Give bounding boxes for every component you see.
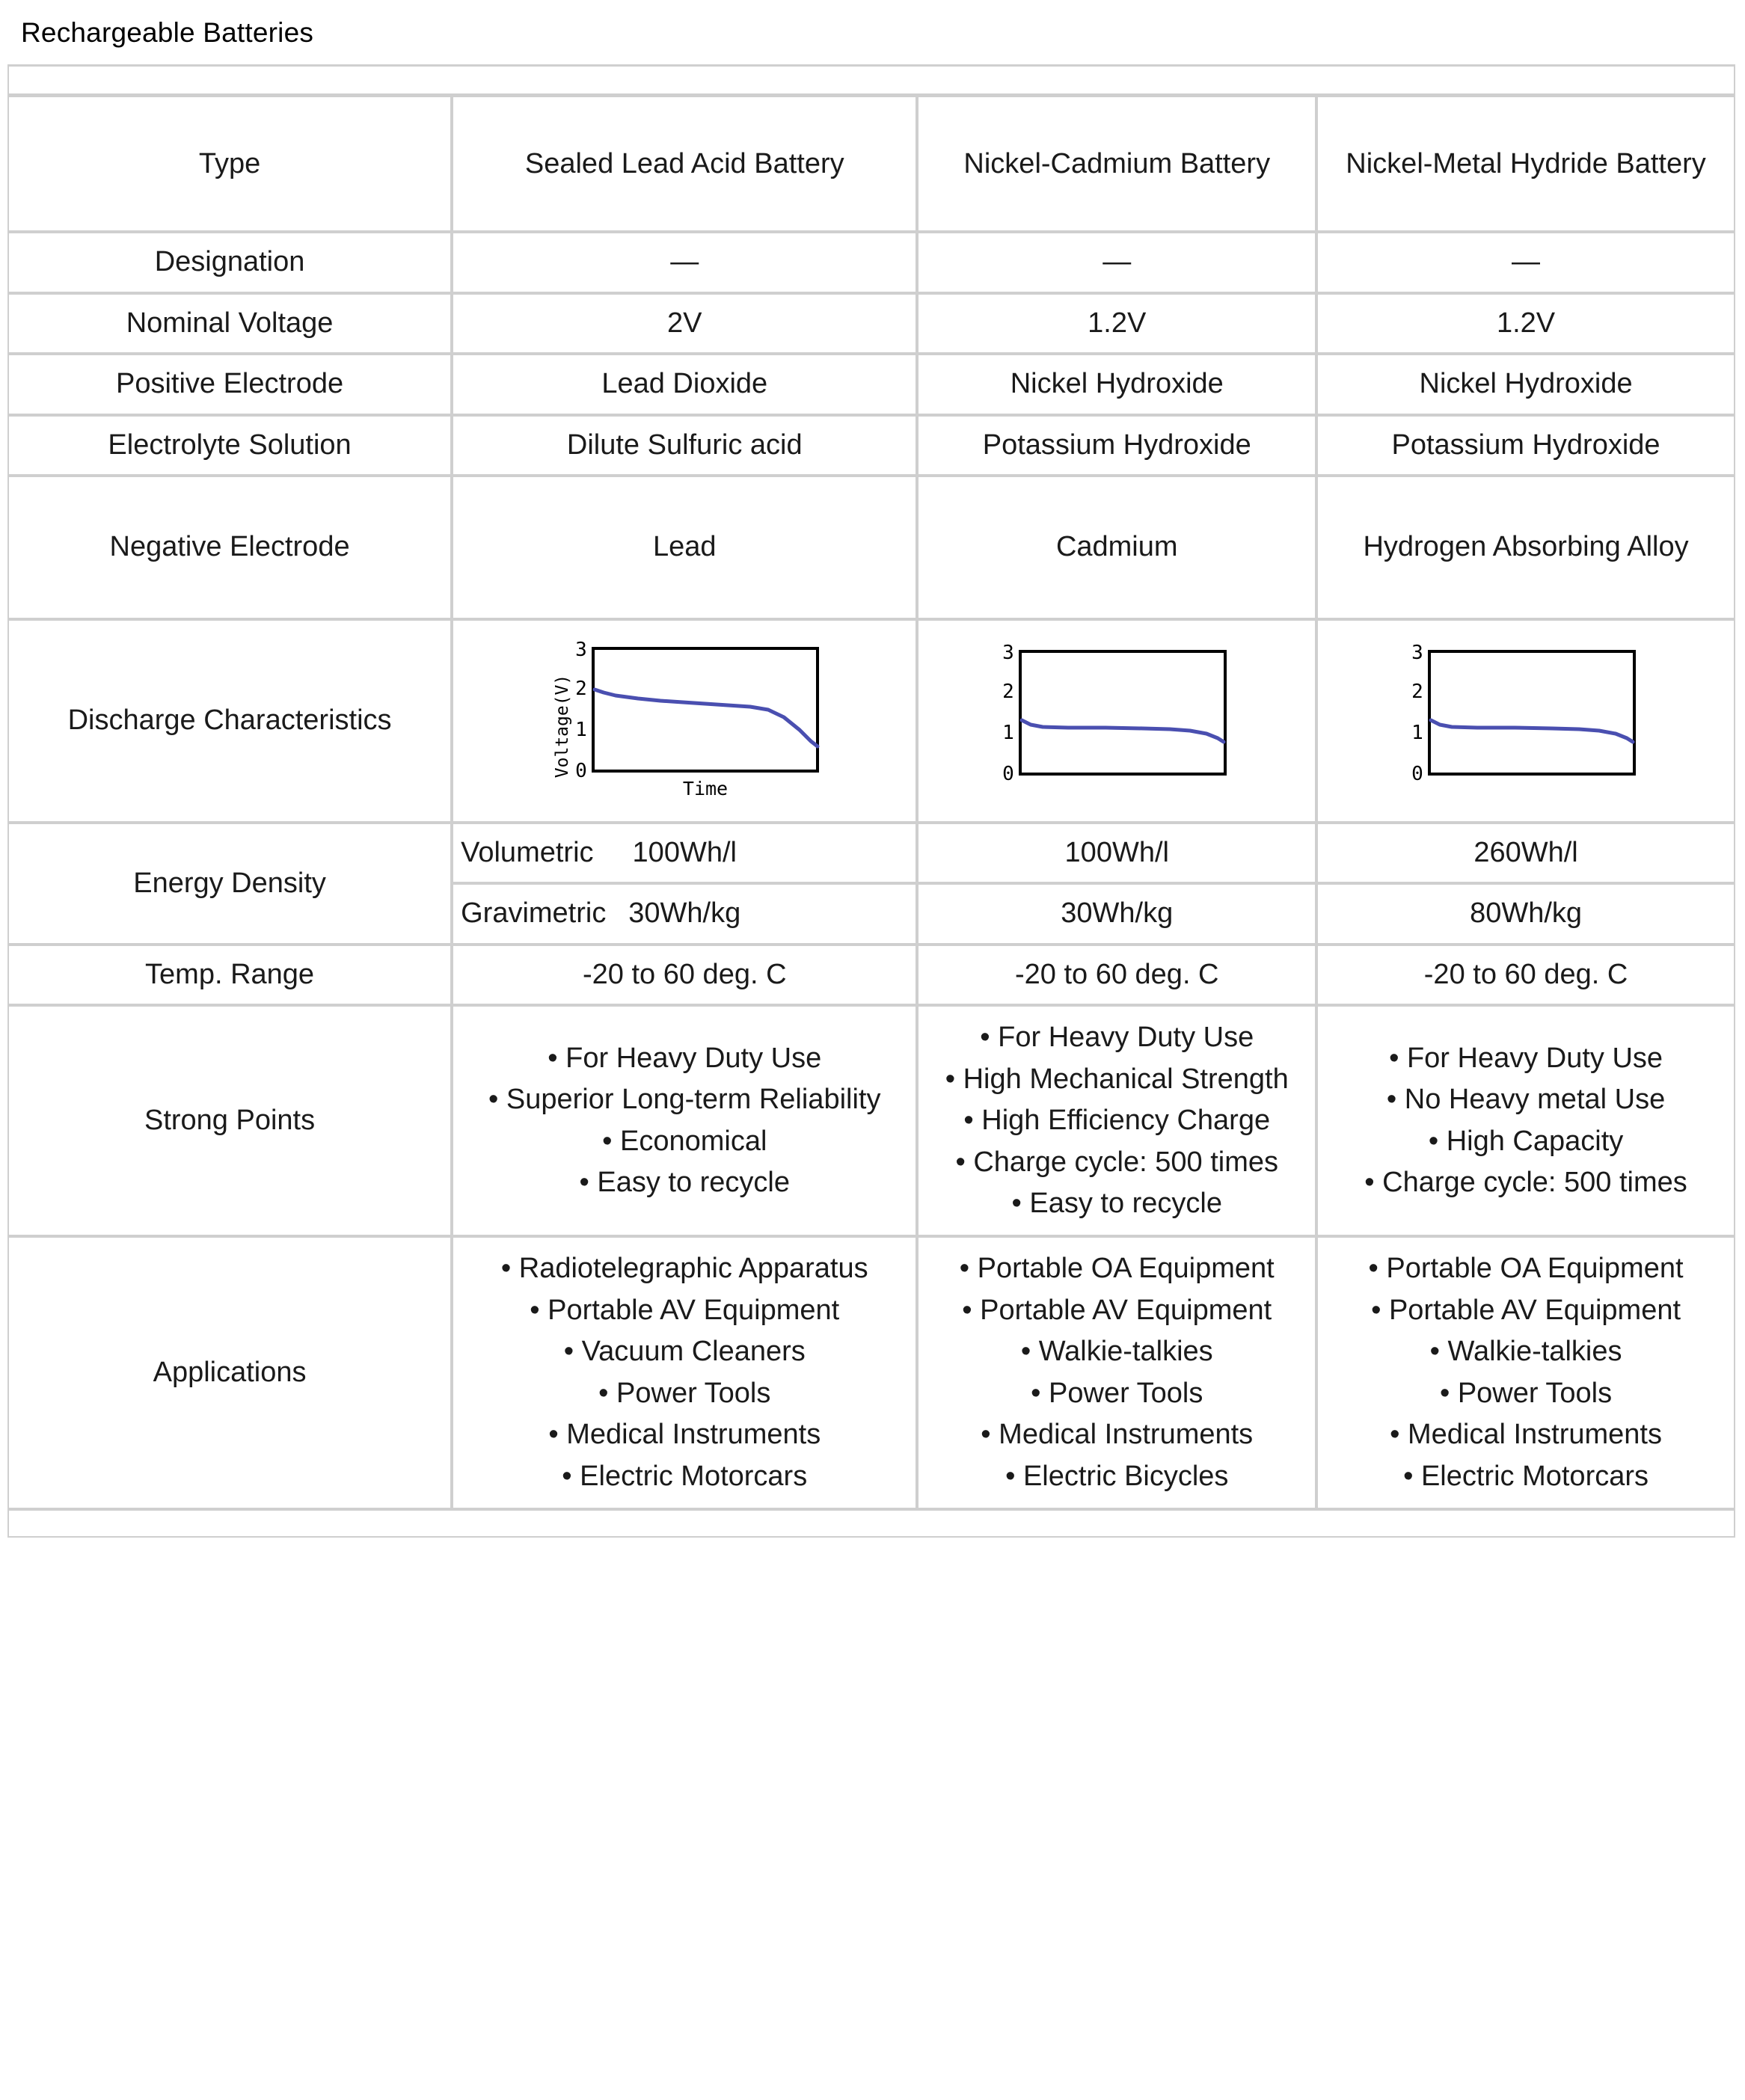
y-tick-0: 0 <box>575 760 588 783</box>
y-tick-0: 0 <box>1411 763 1423 786</box>
table-row-nominal-voltage <box>7 293 1735 354</box>
discharge-chart-lead-acid <box>461 636 908 805</box>
bullet-item: • Electric Motorcars <box>1325 1456 1726 1497</box>
row-label-positive-electrode: Positive Electrode <box>7 354 452 414</box>
bullet-item: • Medical Instruments <box>1325 1414 1726 1455</box>
rechargeable-batteries-table <box>7 64 1735 1538</box>
cell-discharge-chart-lead-acid <box>452 619 917 823</box>
table-row-positive-electrode <box>7 354 1735 414</box>
bullet-item: • Medical Instruments <box>926 1414 1307 1455</box>
cell-positive-lead-acid: Lead Dioxide <box>452 354 917 414</box>
table-footer-strip <box>7 1509 1735 1538</box>
cell-strong-points-lead-acid <box>452 1005 917 1236</box>
bullet-item: • Medical Instruments <box>461 1414 908 1455</box>
bullet-item: • High Efficiency Charge <box>926 1100 1307 1141</box>
discharge-chart-nicd <box>926 636 1307 805</box>
table-row-energy-density-gravimetric: Gravimetric 30Wh/kg 30Wh/kg 80Wh/kg <box>7 883 1735 944</box>
bullet-item: • Power Tools <box>926 1373 1307 1414</box>
row-label-nominal-voltage: Nominal Voltage <box>7 293 452 354</box>
cell-electrolyte-lead-acid: Dilute Sulfuric acid <box>452 415 917 476</box>
caption-cell <box>7 64 1735 96</box>
bullet-item: • Charge cycle: 500 times <box>1325 1162 1726 1203</box>
bullet-item: • Radiotelegraphic Apparatus <box>461 1248 908 1289</box>
bullet-item: • Easy to recycle <box>461 1162 908 1203</box>
cell-temp-lead-acid: -20 to 60 deg. C <box>452 945 917 1005</box>
bullet-item: • Portable AV Equipment <box>1325 1290 1726 1331</box>
y-tick-1: 1 <box>1411 722 1423 745</box>
table-row-temp-range <box>7 945 1735 1005</box>
bullet-item: • For Heavy Duty Use <box>926 1017 1307 1058</box>
plot-frame <box>593 648 818 771</box>
y-tick-2: 2 <box>1411 681 1423 704</box>
row-label-electrolyte-solution: Electrolyte Solution <box>7 415 452 476</box>
bullet-item: • Superior Long-term Reliability <box>461 1079 908 1120</box>
y-tick-2: 2 <box>1002 681 1015 704</box>
bullet-item: • For Heavy Duty Use <box>461 1038 908 1079</box>
bullet-item: • Walkie-talkies <box>1325 1331 1726 1372</box>
bullet-item: • For Heavy Duty Use <box>1325 1038 1726 1079</box>
cell-designation-nicd: — <box>917 232 1316 292</box>
y-tick-3: 3 <box>1002 642 1015 665</box>
cell-gravimetric-nimh: 80Wh/kg <box>1316 883 1735 944</box>
bullet-item: • Electric Bicycles <box>926 1456 1307 1497</box>
cell-negative-nicd: Cadmium <box>917 476 1316 619</box>
cell-strong-points-nicd <box>917 1005 1316 1236</box>
cell-designation-nimh: — <box>1316 232 1735 292</box>
page-title: Rechargeable Batteries <box>21 17 314 48</box>
table-caption-strip <box>7 64 1735 96</box>
cell-temp-nimh: -20 to 60 deg. C <box>1316 945 1735 1005</box>
row-label-designation: Designation <box>7 232 452 292</box>
cell-voltage-nicd: 1.2V <box>917 293 1316 354</box>
discharge-chart-svg-nicd <box>993 636 1240 805</box>
bullet-list <box>1325 1038 1726 1204</box>
bullet-list <box>926 1017 1307 1224</box>
cell-discharge-chart-nimh <box>1316 619 1735 823</box>
bullet-list <box>1325 1248 1726 1497</box>
y-axis-label: Voltage(V) <box>553 675 573 779</box>
bullet-list <box>461 1038 908 1204</box>
bullet-item: • Vacuum Cleaners <box>461 1331 908 1372</box>
row-label-type: Type <box>7 96 452 232</box>
table-row-discharge-characteristics <box>7 619 1735 823</box>
row-label-strong-points: Strong Points <box>7 1005 452 1236</box>
cell-applications-nimh <box>1316 1236 1735 1509</box>
cell-volumetric-lead-acid: 100Wh/l <box>452 823 917 883</box>
bullet-list <box>926 1248 1307 1497</box>
cell-voltage-lead-acid: 2V <box>452 293 917 354</box>
y-tick-3: 3 <box>575 639 588 662</box>
cell-electrolyte-nicd: Potassium Hydroxide <box>917 415 1316 476</box>
table-row-type <box>7 96 1735 232</box>
cell-gravimetric-lead-acid: 30Wh/kg <box>452 883 917 944</box>
y-tick-2: 2 <box>575 678 588 701</box>
bullet-item: • Electric Motorcars <box>461 1456 908 1497</box>
bullet-list <box>461 1248 908 1497</box>
y-tick-1: 1 <box>1002 722 1015 745</box>
cell-voltage-nimh: 1.2V <box>1316 293 1735 354</box>
table-row-negative-electrode <box>7 476 1735 619</box>
table-row-strong-points <box>7 1005 1735 1236</box>
cell-positive-nimh: Nickel Hydroxide <box>1316 354 1735 414</box>
bullet-item: • Portable AV Equipment <box>461 1290 908 1331</box>
table-row-designation <box>7 232 1735 292</box>
bullet-item: • Economical <box>461 1121 908 1162</box>
cell-type-nicd: Nickel-Cadmium Battery <box>917 96 1316 232</box>
discharge-chart-nimh <box>1325 636 1726 805</box>
plot-frame <box>1429 651 1634 774</box>
bullet-item: • Power Tools <box>461 1373 908 1414</box>
discharge-chart-svg-lead-acid <box>542 636 827 805</box>
footer-cell <box>7 1509 1735 1538</box>
cell-applications-lead-acid <box>452 1236 917 1509</box>
table-row-applications <box>7 1236 1735 1509</box>
x-axis-label: Time <box>683 778 729 800</box>
cell-negative-nimh: Hydrogen Absorbing Alloy <box>1316 476 1735 619</box>
row-label-discharge-characteristics: Discharge Characteristics <box>7 619 452 823</box>
cell-gravimetric-nicd: 30Wh/kg <box>917 883 1316 944</box>
cell-strong-points-nimh <box>1316 1005 1735 1236</box>
cell-volumetric-nimh: 260Wh/l <box>1316 823 1735 883</box>
row-label-applications: Applications <box>7 1236 452 1509</box>
bullet-item: • Walkie-talkies <box>926 1331 1307 1372</box>
row-label-energy-density: Energy Density <box>7 823 452 945</box>
y-tick-1: 1 <box>575 719 588 742</box>
bullet-item: • Portable OA Equipment <box>1325 1248 1726 1289</box>
table-row-electrolyte-solution <box>7 415 1735 476</box>
bullet-item: • High Mechanical Strength <box>926 1059 1307 1100</box>
cell-designation-lead-acid: — <box>452 232 917 292</box>
bullet-item: • Portable AV Equipment <box>926 1290 1307 1331</box>
row-label-negative-electrode: Negative Electrode <box>7 476 452 619</box>
cell-applications-nicd <box>917 1236 1316 1509</box>
y-tick-3: 3 <box>1411 642 1423 665</box>
bullet-item: • Power Tools <box>1325 1373 1726 1414</box>
bullet-item: • Easy to recycle <box>926 1183 1307 1224</box>
cell-negative-lead-acid: Lead <box>452 476 917 619</box>
bullet-item: • Portable OA Equipment <box>926 1248 1307 1289</box>
cell-type-lead-acid: Sealed Lead Acid Battery <box>452 96 917 232</box>
row-label-temp-range: Temp. Range <box>7 945 452 1005</box>
discharge-chart-svg-nimh <box>1402 636 1649 805</box>
cell-positive-nicd: Nickel Hydroxide <box>917 354 1316 414</box>
cell-type-nimh: Nickel-Metal Hydride Battery <box>1316 96 1735 232</box>
bullet-item: • High Capacity <box>1325 1121 1726 1162</box>
table-row-energy-density-volumetric: Energy Density Volumetric 100Wh/l 100Wh/l 260Wh/l <box>7 823 1735 883</box>
plot-frame <box>1020 651 1225 774</box>
cell-electrolyte-nimh: Potassium Hydroxide <box>1316 415 1735 476</box>
y-tick-0: 0 <box>1002 763 1015 786</box>
cell-volumetric-nicd: 100Wh/l <box>917 823 1316 883</box>
cell-discharge-chart-nicd <box>917 619 1316 823</box>
cell-temp-nicd: -20 to 60 deg. C <box>917 945 1316 1005</box>
bullet-item: • No Heavy metal Use <box>1325 1079 1726 1120</box>
bullet-item: • Charge cycle: 500 times <box>926 1142 1307 1183</box>
